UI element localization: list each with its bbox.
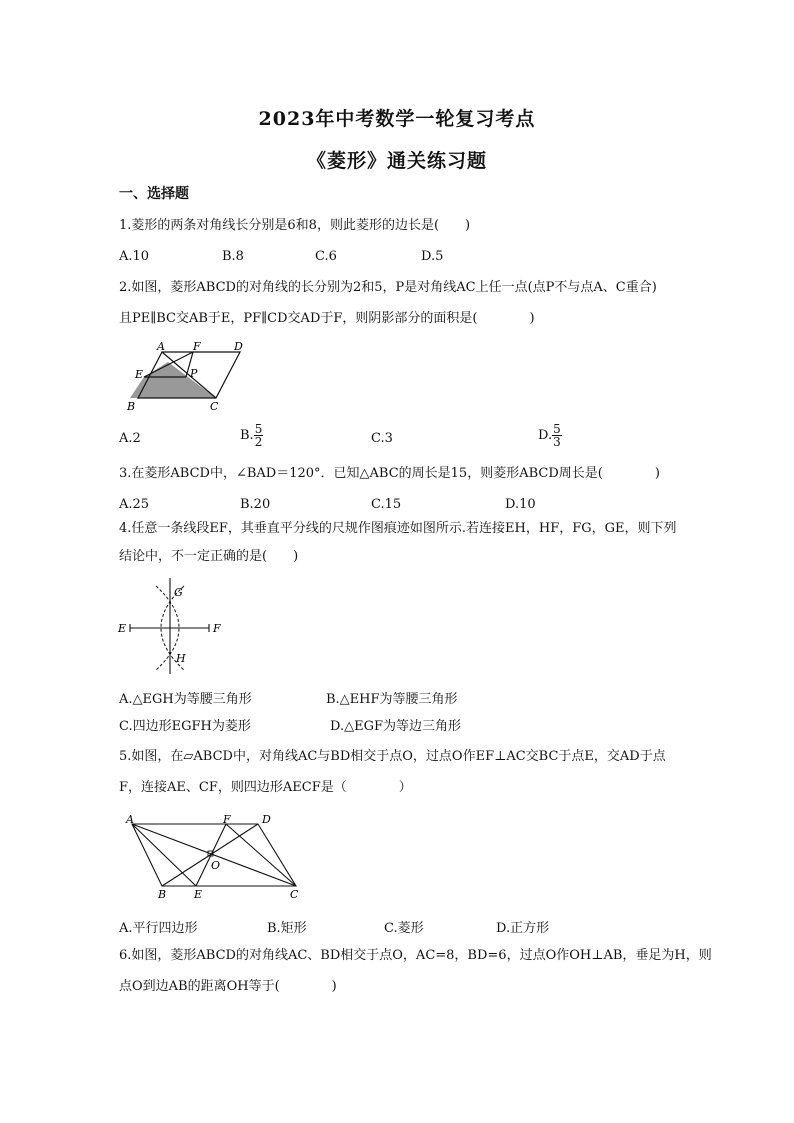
q3-option-a: A.25 [119,497,150,512]
fig2-label-b: B [127,400,136,413]
fig5-label-e: E [194,888,203,901]
q2-option-b [240,423,263,448]
fig2-label-a: A [157,342,165,353]
q5-option-b: B.矩形 [267,921,307,936]
question-6-line-2: 点O到边AB的距离OH等于( ) [119,979,337,994]
fig5-label-o: O [211,859,221,872]
q2-option-d-numerator: 5 [553,422,561,436]
q2-option-d-fraction [552,423,562,448]
q2-option-b-prefix: B. [240,428,254,443]
q4-option-c: C.四边形EGFH为菱形 [119,719,251,734]
fig5-label-c: C [290,888,299,901]
q3-option-d: D.10 [505,497,536,512]
fig4-label-h: H [176,652,186,665]
fig5-label-d: D [262,813,271,826]
q1-option-c: C.6 [315,249,337,264]
fig2-label-c: C [210,400,219,413]
fig5-label-a: A [126,813,134,826]
document-subtitle: 《菱形》通关练习题 [306,150,487,172]
fig2-label-f: F [193,342,201,353]
question-2-line-2: 且PE∥BC交AB于E，PF∥CD交AD于F，则阴影部分的面积是( ) [119,311,535,326]
q2-option-d [538,423,562,448]
question-1-text: 1.菱形的两条对角线长分别是6和8，则此菱形的边长是( ) [119,218,471,233]
q5-option-a: A.平行四边形 [119,921,198,936]
document-title: 2023年中考数学一轮复习考点 [258,108,536,130]
fig2-label-d: D [234,342,243,353]
question-4-line-1: 4.任意一条线段EF，其垂直平分线的尺规作图痕迹如图所示.若连接EH，HF，FG，GE，则下列 [119,521,677,536]
fig4-label-f: F [213,622,221,635]
q4-option-a: A.△EGH为等腰三角形 [119,692,252,707]
q2-option-d-prefix: D. [538,428,553,443]
question-5-line-1: 5.如图，在▱ABCD中，对角线AC与BD相交于点O，过点O作EF⊥AC交BC于点E，交AD于点 [119,749,666,764]
fig5-label-f: F [223,813,231,826]
q2-option-a: A.2 [119,431,141,446]
fig5-label-b: B [158,888,167,901]
section-heading: 一、选择题 [119,186,189,202]
q3-option-b: B.20 [240,497,271,512]
q4-option-b: B.△EHF为等腰三角形 [326,692,458,707]
q1-option-b: B.8 [222,249,244,264]
q4-option-d: D.△EGF为等边三角形 [330,719,461,734]
fig4-label-e: E [118,622,127,635]
question-5-line-2: F，连接AE、CF，则四边形AECF是（ ） [119,780,412,795]
q2-option-b-numerator: 5 [254,422,263,436]
q1-option-a: A.10 [119,249,150,264]
q5-option-d: D.正方形 [496,921,550,936]
q2-option-c: C.3 [371,431,393,446]
q2-option-b-denominator: 2 [254,435,263,449]
question-3-text: 3.在菱形ABCD中，∠BAD＝120°．已知△ABC的周长是15，则菱形ABCD周长是( ) [119,466,660,481]
q1-option-d: D.5 [421,249,444,264]
question-4-line-2: 结论中，不一定正确的是( ) [119,549,299,564]
fig4-label-g: G [174,586,183,599]
question-6-line-1: 6.如图，菱形ABCD的对角线AC、BD相交于点O，AC=8，BD=6，过点O作OH⊥AB，垂足为H，则 [119,948,712,963]
q5-option-c: C.菱形 [384,921,424,936]
q2-option-d-denominator: 3 [553,435,561,449]
fig2-label-p: P [190,367,198,380]
q2-option-b-fraction [254,423,264,448]
parallelogram-figure [122,812,302,902]
fig2-label-e: E [135,368,144,381]
q3-option-c: C.15 [371,497,402,512]
rhombus-shaded-figure [118,342,254,414]
perpendicular-bisector-figure [116,576,228,678]
question-2-line-1: 2.如图，菱形ABCD的对角线的长分别为2和5，P是对角线AC上任一点(点P不与点A、C重合) [119,280,657,295]
